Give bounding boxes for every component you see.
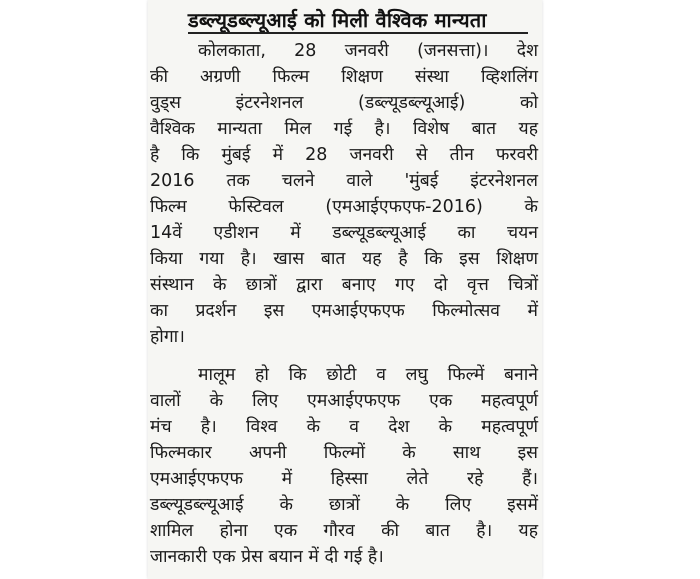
paragraph-line: डब्ल्यूडब्ल्यूआई के छात्रों के लिए इसमें: [150, 495, 538, 515]
paragraph-line: 2016 तक चलने वाले 'मुंबई इंटरनेशनल: [150, 171, 538, 191]
article-headline: डब्ल्यूडब्ल्यूआई को मिली वैश्विक मान्यता: [188, 8, 487, 32]
paragraph-line: मंच है। विश्व के व देश के महत्वपूर्ण: [150, 417, 538, 437]
paragraph-line: वुड्स इंटरनेशनल (डब्ल्यूडब्ल्यूआई) को: [150, 93, 538, 113]
paragraph-line: किया गया है। खास बात यह है कि इस शिक्षण: [150, 249, 538, 269]
article-paragraph-2: [150, 362, 538, 570]
article-paragraph-1: [150, 38, 538, 350]
paragraph-line: एमआईएफएफ में हिस्सा लेते रहे हैं।: [150, 469, 538, 489]
paragraph-line: वालों के लिए एमआईएफएफ एक महत्वपूर्ण: [150, 391, 538, 411]
headline-underline: [188, 32, 528, 34]
paragraph-line: 14वें एडीशन में डब्ल्यूडब्ल्यूआई का चयन: [150, 223, 538, 243]
paragraph-line: की अग्रणी फिल्म शिक्षण संस्था व्हिशलिंग: [150, 67, 538, 87]
paragraph-line: फिल्म फेस्टिवल (एमआईएफएफ-2016) के: [150, 197, 538, 217]
paragraph-line: कोलकाता, 28 जनवरी (जनसत्ता)। देश: [198, 41, 538, 61]
paragraph-line: संस्थान के छात्रों द्वारा बनाए गए दो वृत्त चित्रों: [150, 275, 538, 295]
paragraph-line: होगा।: [150, 327, 185, 347]
paragraph-line: है कि मुंबई में 28 जनवरी से तीन फरवरी: [150, 145, 538, 165]
paragraph-line: फिल्मकार अपनी फिल्मों के साथ इस: [150, 443, 538, 463]
paragraph-line: शामिल होना एक गौरव की बात है। यह: [150, 521, 538, 541]
paragraph-line: मालूम हो कि छोटी व लघु फिल्में बनाने: [198, 365, 538, 385]
newspaper-clipping: [148, 0, 542, 579]
paragraph-line: जानकारी एक प्रेस बयान में दी गई है।: [150, 547, 384, 567]
paragraph-line: का प्रदर्शन इस एमआईएफएफ फिल्मोत्सव में: [150, 301, 538, 321]
paragraph-line: वैश्विक मान्यता मिल गई है। विशेष बात यह: [150, 119, 538, 139]
